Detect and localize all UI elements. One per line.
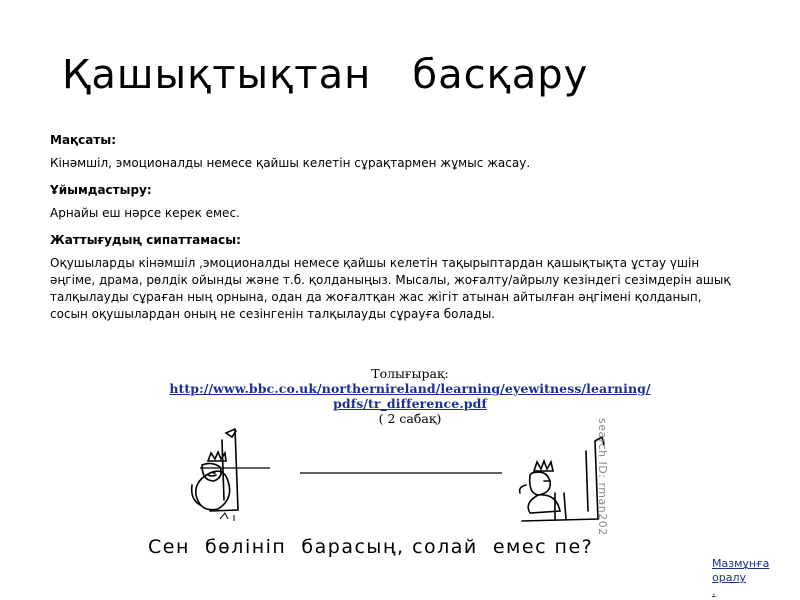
- page-title: Қашықтықтан басқару: [62, 52, 589, 98]
- exercise-description-heading: Жаттығудың сипаттамасы:: [50, 233, 241, 247]
- exercise-description-text: Оқушыларды кінәмшіл ,эмоционалды немесе қайшы келетін тақырыптардан қашықтықта ұстау үшін әңгіме, драма, рөлдік ойынды және т.б. қолданыңыз. Мысалы, жоғалту/айрылу кезіндегі сезімдерін ашық талқылауды сұраған ның орнына, одан да жоғалтқан жас жігіт атынан айтылған әңгімені қолданып, сосын оқушылардан оның не сезінгенін талқылауды сұрауға болады.: [50, 256, 731, 321]
- goal-text: Кінәмшіл, эмоционалды немесе қайшы келетін сұрақтармен жұмыс жасау.: [50, 156, 531, 170]
- more-info-label: Толығырақ:: [371, 366, 449, 381]
- organization-text: Арнайы еш нәрсе керек емес.: [50, 206, 240, 220]
- image-watermark: search ID: rman202: [596, 418, 609, 536]
- signature-mark: [220, 513, 234, 521]
- cartoon-caption: Сен бөлініп барасың, солай емес пе?: [148, 536, 594, 558]
- right-throne-figure: [520, 437, 604, 521]
- goal-heading: Мақсаты:: [50, 133, 116, 147]
- source-link-line1[interactable]: http://www.bbc.co.uk/northernireland/learning/eyewitness/learning/: [169, 381, 651, 396]
- organization-heading: Ұйымдастыру:: [50, 183, 152, 197]
- back-to-contents-link[interactable]: Мазмұнға оралу .: [712, 557, 770, 598]
- session-count: ( 2 сабақ): [378, 411, 442, 426]
- description-block: [50, 132, 740, 334]
- left-throne-figure: [192, 429, 238, 511]
- source-link[interactable]: [169, 381, 650, 411]
- source-link-line2[interactable]: pdfs/tr_difference.pdf: [333, 396, 487, 411]
